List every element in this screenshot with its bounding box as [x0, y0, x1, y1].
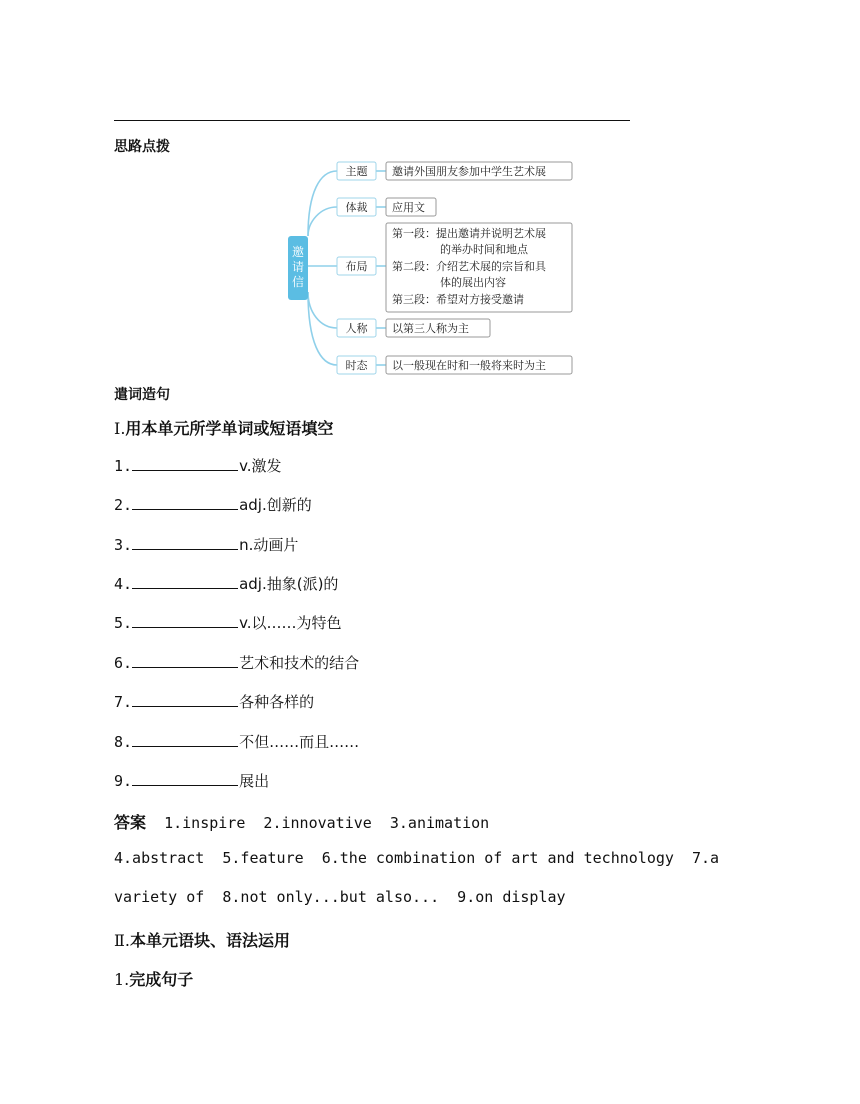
- mindmap-label-layout: 布局: [345, 260, 368, 273]
- answer-line-2: 4.abstract 5.feature 6.the combination of art and technology 7.a: [114, 849, 720, 867]
- item-meaning: 艺术和技术的结合: [239, 654, 360, 672]
- fill-item: [114, 455, 282, 476]
- answer-blank[interactable]: [132, 732, 238, 747]
- item-meaning: adj.创新的: [239, 496, 312, 514]
- fill-item: [114, 534, 298, 555]
- item-number: 4.: [114, 575, 133, 593]
- answer-line-3: variety of 8.not only...but also... 9.on display: [114, 888, 566, 906]
- mindmap-label-person: 人称: [345, 322, 368, 335]
- mindmap-center-char-1: 邀: [291, 245, 305, 259]
- item-meaning: adj.抽象(派)的: [239, 575, 339, 593]
- item-number: 3.: [114, 536, 133, 554]
- mind-map: [280, 152, 580, 378]
- mindmap-content-theme: 邀请外国朋友参加中学生艺术展: [392, 165, 546, 178]
- fill-item: [114, 652, 359, 673]
- mindmap-center-char-3: 信: [291, 275, 305, 289]
- part1-numeral: Ⅰ.: [114, 419, 126, 438]
- top-rule: [114, 120, 630, 121]
- answer-text: 1.inspire 2.innovative 3.animation: [164, 814, 490, 832]
- mindmap-content-person: 以第三人称为主: [392, 322, 469, 335]
- fill-item: [114, 612, 342, 633]
- mindmap-label-theme: 主题: [345, 165, 368, 178]
- item-number: 5.: [114, 614, 133, 632]
- part2-title: 本单元语块、语法运用: [129, 931, 290, 950]
- answer-line-1: [114, 810, 489, 833]
- mindmap-content-tense: 以一般现在时和一般将来时为主: [392, 359, 546, 372]
- answer-blank[interactable]: [132, 535, 238, 550]
- item-meaning: 展出: [239, 772, 270, 790]
- section-words-heading: 遣词造句: [114, 387, 170, 403]
- item-meaning: 各种各样的: [239, 693, 315, 711]
- mindmap-label-tense: 时态: [345, 359, 368, 372]
- mindmap-center-char-2: 请: [291, 260, 305, 274]
- fill-item: [114, 494, 312, 515]
- sub1-heading: [114, 967, 193, 990]
- mindmap-label-genre: 体裁: [345, 201, 368, 214]
- answer-blank[interactable]: [132, 771, 238, 786]
- part1-heading: [114, 416, 333, 439]
- answer-blank[interactable]: [132, 456, 238, 471]
- sub1-title: 完成句子: [129, 970, 194, 989]
- answer-blank[interactable]: [132, 495, 238, 510]
- item-number: 1.: [114, 457, 133, 475]
- fill-item: [114, 731, 359, 752]
- item-number: 9.: [114, 772, 133, 790]
- answer-blank[interactable]: [132, 613, 238, 628]
- answer-blank[interactable]: [132, 574, 238, 589]
- item-number: 6.: [114, 654, 133, 672]
- mindmap-content-layout-2: 的举办时间和地点: [440, 243, 528, 256]
- part2-heading: [114, 928, 290, 951]
- mindmap-content-layout-4: 体的展出内容: [440, 276, 506, 289]
- item-meaning: 不但……而且……: [239, 733, 360, 751]
- part2-numeral: Ⅱ.: [114, 931, 130, 950]
- sub1-number: 1.: [114, 970, 130, 989]
- fill-item: [114, 573, 338, 594]
- item-number: 2.: [114, 496, 133, 514]
- fill-item: [114, 770, 269, 791]
- fill-item: [114, 691, 314, 712]
- section-thinking-heading: 思路点拨: [114, 139, 170, 155]
- mindmap-content-layout-3: 第二段：介绍艺术展的宗旨和具: [392, 260, 546, 273]
- answer-label: 答案: [114, 813, 147, 832]
- mindmap-content-genre: 应用文: [392, 201, 425, 214]
- mindmap-content-layout-1: 第一段：提出邀请并说明艺术展: [392, 227, 546, 240]
- part1-title: 用本单元所学单词或短语填空: [125, 419, 334, 438]
- item-meaning: v.以……为特色: [239, 614, 342, 632]
- item-meaning: n.动画片: [239, 536, 299, 554]
- answer-blank[interactable]: [132, 653, 238, 668]
- item-meaning: v.激发: [239, 457, 282, 475]
- mindmap-content-layout-5: 第三段：希望对方接受邀请: [392, 293, 524, 306]
- answer-blank[interactable]: [132, 692, 238, 707]
- item-number: 8.: [114, 733, 133, 751]
- item-number: 7.: [114, 693, 133, 711]
